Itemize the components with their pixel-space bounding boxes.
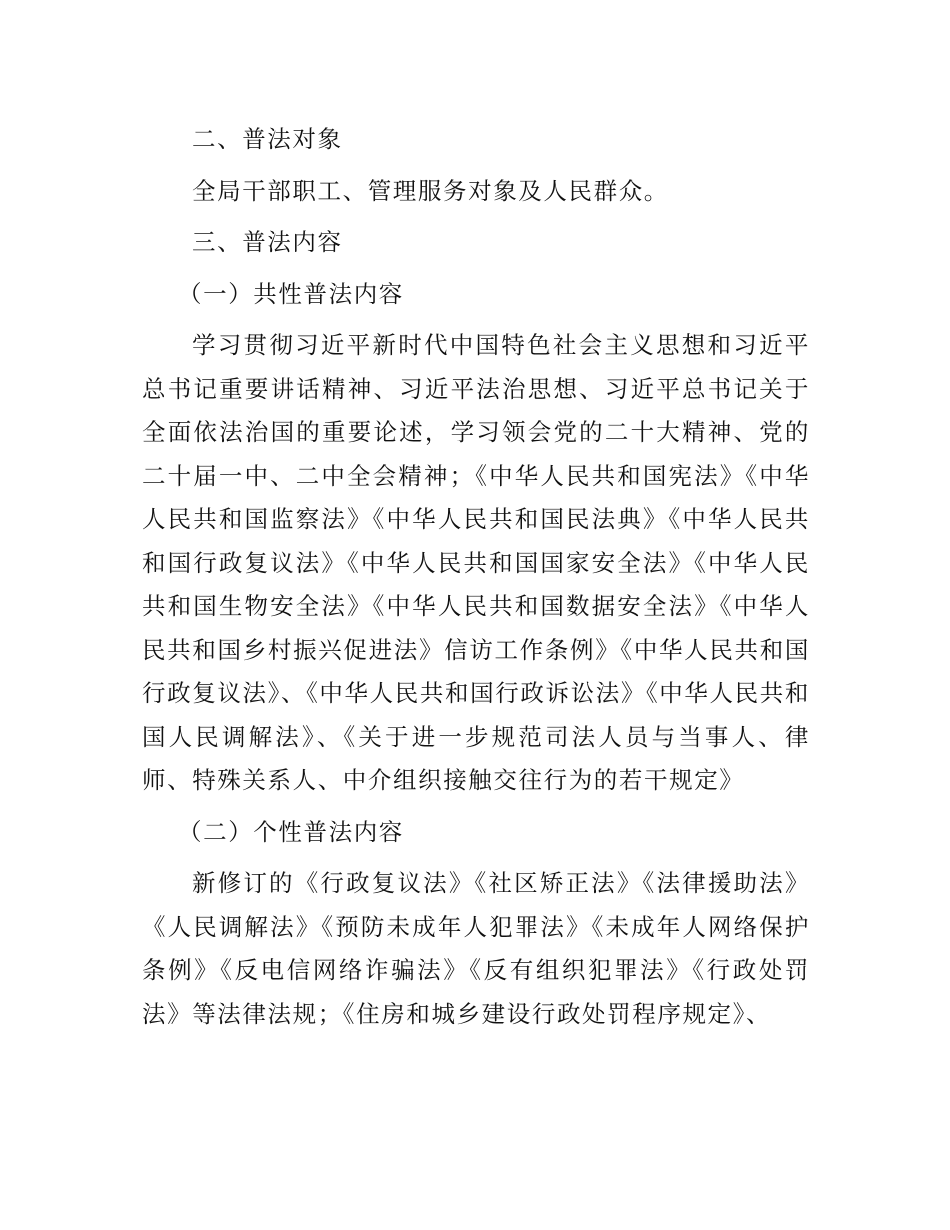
section-two-body: 全局干部职工、管理服务对象及人民群众。 <box>192 176 669 205</box>
subsection-two-heading: （二）个性普法内容 <box>178 817 404 846</box>
subsection-one-heading: （一）共性普法内容 <box>178 279 404 308</box>
subsection-two-body: 新修订的《行政复议法》《社区矫正法》《法律援助法》《人民调解法》《预防未成年人犯罪法》《未成年人网络保护条例》《反电信网络诈骗法》《反有组织犯罪法》《行政处罚法》等法律法规；《住房和城乡建设行政处罚程序规定》、 <box>142 869 810 1028</box>
document-body <box>142 118 810 1036</box>
section-three-heading: 三、普法内容 <box>192 228 343 256</box>
section-two-heading: 二、普法对象 <box>192 125 343 153</box>
subsection-one-body: 学习贯彻习近平新时代中国特色社会主义思想和习近平总书记重要讲话精神、习近平法治思想、习近平总书记关于全面依法治国的重要论述，学习领会党的二十大精神、党的二十届一中、二中全会精神；《中华人民共和国宪法》《中华人民共和国监察法》《中华人民共和国民法典》《中华人民共和国行政复议法》《中华人民共和国国家安全法》《中华人民共和国生物安全法》《中华人民共和国数据安全法》《中华人民共和国乡村振兴促进法》信访工作条例》《中华人民共和国行政复议法》、《中华人民共和国行政诉讼法》《中华人民共和国人民调解法》、《关于进一步规范司法人员与当事人、律师、特殊关系人、中介组织接触交往行为的若干规定》 <box>142 331 810 794</box>
